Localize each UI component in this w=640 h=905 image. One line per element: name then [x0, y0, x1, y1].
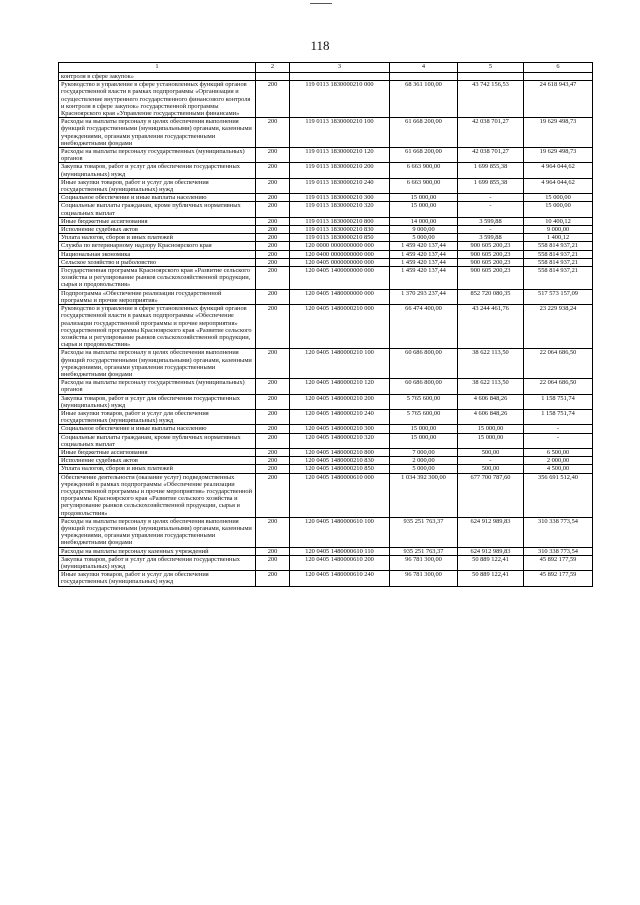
row-code: 200 — [256, 194, 290, 202]
row-description: Расходы на выплаты персоналу в целях обеспечения выполнения функций государственными (муниципальными) органами, казенными учреждениями, органами управления государственными внебюджетными фондами — [59, 517, 256, 547]
row-budget-classification: 120 0405 0000000000 000 — [290, 258, 390, 266]
table-row — [59, 250, 593, 258]
row-description: Исполнение судебных актов — [59, 226, 256, 234]
row-approved-amount: 14 000,00 — [390, 217, 458, 225]
row-description: Закупка товаров, работ и услуг для обеспечения государственных (муниципальных) нужд — [59, 555, 256, 570]
row-unexecuted-amount: 558 814 937,21 — [524, 258, 593, 266]
row-code: 200 — [256, 258, 290, 266]
row-description: Государственная программа Красноярского края «Развитие сельского хозяйства и регулирование рынков сельскохозяйственной продукции, сырья и продовольствия» — [59, 267, 256, 290]
row-budget-classification: 120 0405 1480000210 300 — [290, 425, 390, 433]
table-row — [59, 433, 593, 448]
table-row — [59, 547, 593, 555]
table-row — [59, 73, 593, 81]
row-budget-classification: 120 0400 0000000000 000 — [290, 250, 390, 258]
row-approved-amount: 96 781 300,00 — [390, 571, 458, 586]
row-code: 200 — [256, 81, 290, 118]
row-executed-amount: 42 038 701,27 — [458, 118, 524, 148]
row-code: 200 — [256, 379, 290, 394]
row-executed-amount: 3 599,88 — [458, 217, 524, 225]
table-row — [59, 226, 593, 234]
row-code: 200 — [256, 473, 290, 517]
row-executed-amount: 1 699 855,38 — [458, 163, 524, 178]
row-code: 200 — [256, 289, 290, 304]
row-approved-amount: 61 668 200,00 — [390, 118, 458, 148]
row-budget-classification — [290, 73, 390, 81]
row-approved-amount: 9 000,00 — [390, 226, 458, 234]
row-description: Подпрограмма «Обеспечение реализации государственной программы и прочие мероприятия» — [59, 289, 256, 304]
row-code: 200 — [256, 178, 290, 193]
row-description: Расходы на выплаты персоналу государственных (муниципальных) органов — [59, 379, 256, 394]
row-budget-classification: 120 0405 1480000210 800 — [290, 448, 390, 456]
row-unexecuted-amount: - — [524, 425, 593, 433]
row-budget-classification: 120 0405 1480000610 110 — [290, 547, 390, 555]
row-approved-amount: 5 000,00 — [390, 465, 458, 473]
table-row — [59, 517, 593, 547]
row-code: 200 — [256, 571, 290, 586]
table-row — [59, 118, 593, 148]
table-row — [59, 267, 593, 290]
row-approved-amount: 1 459 420 137,44 — [390, 258, 458, 266]
budget-execution-table — [58, 62, 593, 587]
row-unexecuted-amount: 356 691 512,40 — [524, 473, 593, 517]
row-executed-amount: 900 605 200,23 — [458, 258, 524, 266]
row-budget-classification: 119 0113 1830000210 300 — [290, 194, 390, 202]
row-unexecuted-amount: 45 892 177,59 — [524, 555, 593, 570]
column-header: 4 — [390, 63, 458, 73]
row-unexecuted-amount: 4 964 044,62 — [524, 178, 593, 193]
table-row — [59, 242, 593, 250]
column-header: 5 — [458, 63, 524, 73]
column-header: 1 — [59, 63, 256, 73]
table-row — [59, 448, 593, 456]
table-row — [59, 465, 593, 473]
table-row — [59, 409, 593, 424]
row-executed-amount: 500,00 — [458, 448, 524, 456]
table-row — [59, 81, 593, 118]
row-unexecuted-amount — [524, 73, 593, 81]
row-code: 200 — [256, 267, 290, 290]
row-budget-classification: 120 0000 0000000000 000 — [290, 242, 390, 250]
row-unexecuted-amount: 22 064 686,50 — [524, 349, 593, 379]
row-approved-amount: 96 781 300,00 — [390, 555, 458, 570]
row-approved-amount: 5 000,00 — [390, 234, 458, 242]
row-budget-classification: 119 0113 1830000210 000 — [290, 81, 390, 118]
row-executed-amount: 677 700 787,60 — [458, 473, 524, 517]
table-row — [59, 289, 593, 304]
row-description: Обеспечение деятельности (оказание услуг) подведомственных учреждений в рамках подпрограммы «Обеспечение реализации государственной программы и прочие мероприятия» государственной программы Красноярского края «Развитие сельского хозяйства и регулирование рынков сельскохозяйственной продукции, сырья и продовольствия» — [59, 473, 256, 517]
row-budget-classification: 120 0405 1480000610 100 — [290, 517, 390, 547]
row-approved-amount: 15 000,00 — [390, 433, 458, 448]
row-code: 200 — [256, 465, 290, 473]
row-approved-amount: 15 000,00 — [390, 194, 458, 202]
table-row — [59, 349, 593, 379]
row-executed-amount: 50 889 122,41 — [458, 571, 524, 586]
row-description: Расходы на выплаты персоналу в целях обеспечения выполнения функций государственными (муниципальными) органами, казенными учреждениями, органами управления государственными внебюджетными фондами — [59, 118, 256, 148]
row-code: 200 — [256, 394, 290, 409]
row-executed-amount: 38 622 113,50 — [458, 349, 524, 379]
row-approved-amount — [390, 73, 458, 81]
row-approved-amount: 935 251 763,37 — [390, 547, 458, 555]
row-executed-amount — [458, 73, 524, 81]
row-executed-amount: - — [458, 457, 524, 465]
row-code: 200 — [256, 226, 290, 234]
row-code: 200 — [256, 457, 290, 465]
row-approved-amount: 60 686 800,00 — [390, 379, 458, 394]
row-budget-classification: 120 0405 1480000210 850 — [290, 465, 390, 473]
row-unexecuted-amount: 558 814 937,21 — [524, 250, 593, 258]
row-budget-classification: 120 0405 1480000210 120 — [290, 379, 390, 394]
row-budget-classification: 120 0405 1480000210 000 — [290, 305, 390, 349]
row-code: 200 — [256, 555, 290, 570]
table-row — [59, 217, 593, 225]
row-description: Исполнение судебных актов — [59, 457, 256, 465]
row-approved-amount: 68 361 100,00 — [390, 81, 458, 118]
row-executed-amount: 624 912 989,83 — [458, 547, 524, 555]
row-code: 200 — [256, 349, 290, 379]
row-executed-amount: - — [458, 194, 524, 202]
row-unexecuted-amount: - — [524, 433, 593, 448]
row-unexecuted-amount: 4 500,00 — [524, 465, 593, 473]
row-code: 200 — [256, 448, 290, 456]
row-code: 200 — [256, 118, 290, 148]
row-unexecuted-amount: 24 618 943,47 — [524, 81, 593, 118]
row-code: 200 — [256, 547, 290, 555]
row-description: Расходы на выплаты персоналу государственных (муниципальных) органов — [59, 148, 256, 163]
row-unexecuted-amount: 1 400,12 — [524, 234, 593, 242]
row-description: Сельское хозяйство и рыболовство — [59, 258, 256, 266]
row-code: 200 — [256, 250, 290, 258]
budget-table-container — [58, 62, 592, 587]
table-row — [59, 202, 593, 217]
row-code: 200 — [256, 202, 290, 217]
row-approved-amount: 5 765 600,00 — [390, 409, 458, 424]
row-executed-amount: 852 720 080,35 — [458, 289, 524, 304]
table-row — [59, 148, 593, 163]
row-code: 200 — [256, 242, 290, 250]
row-executed-amount: 624 912 989,83 — [458, 517, 524, 547]
table-row — [59, 178, 593, 193]
row-code: 200 — [256, 305, 290, 349]
row-budget-classification: 119 0113 1830000210 320 — [290, 202, 390, 217]
row-description: Закупка товаров, работ и услуг для обеспечения государственных (муниципальных) нужд — [59, 394, 256, 409]
table-body — [59, 73, 593, 587]
row-unexecuted-amount: 9 000,00 — [524, 226, 593, 234]
row-executed-amount: - — [458, 226, 524, 234]
table-row — [59, 473, 593, 517]
row-unexecuted-amount: 517 573 157,09 — [524, 289, 593, 304]
row-budget-classification: 120 0405 1480000210 240 — [290, 409, 390, 424]
row-approved-amount: 15 000,00 — [390, 425, 458, 433]
row-unexecuted-amount: 15 000,00 — [524, 202, 593, 217]
row-executed-amount: 4 606 848,26 — [458, 394, 524, 409]
row-executed-amount: 43 742 156,53 — [458, 81, 524, 118]
row-unexecuted-amount: 22 064 686,50 — [524, 379, 593, 394]
row-budget-classification: 120 0405 1480000210 200 — [290, 394, 390, 409]
row-unexecuted-amount: 15 000,00 — [524, 194, 593, 202]
row-budget-classification: 119 0113 1830000210 120 — [290, 148, 390, 163]
row-approved-amount: 6 663 900,00 — [390, 163, 458, 178]
row-approved-amount: 1 034 392 300,00 — [390, 473, 458, 517]
row-description: Расходы на выплаты персоналу в целях обеспечения выполнения функций государственными (муниципальными) органами, казенными учреждениями, органами управления государственными внебюджетными фондами — [59, 349, 256, 379]
row-approved-amount: 60 686 800,00 — [390, 349, 458, 379]
row-executed-amount: - — [458, 202, 524, 217]
row-executed-amount: 900 605 200,23 — [458, 242, 524, 250]
row-unexecuted-amount: 10 400,12 — [524, 217, 593, 225]
table-row — [59, 571, 593, 586]
row-code: 200 — [256, 433, 290, 448]
column-header: 6 — [524, 63, 593, 73]
row-description: Национальная экономика — [59, 250, 256, 258]
row-unexecuted-amount: 19 629 498,73 — [524, 148, 593, 163]
row-unexecuted-amount: 1 158 751,74 — [524, 409, 593, 424]
row-executed-amount: 42 038 701,27 — [458, 148, 524, 163]
row-unexecuted-amount: 45 892 177,59 — [524, 571, 593, 586]
row-budget-classification: 120 0405 1480000210 100 — [290, 349, 390, 379]
row-code: 200 — [256, 163, 290, 178]
row-unexecuted-amount: 310 338 773,54 — [524, 517, 593, 547]
row-budget-classification: 119 0113 1830000210 200 — [290, 163, 390, 178]
row-description: Социальные выплаты гражданам, кроме публичных нормативных социальных выплат — [59, 433, 256, 448]
row-approved-amount: 66 474 400,00 — [390, 305, 458, 349]
row-budget-classification: 120 0405 1480000210 320 — [290, 433, 390, 448]
row-description: Иные бюджетные ассигнования — [59, 217, 256, 225]
table-row — [59, 163, 593, 178]
row-description: Руководство и управление в сфере установленных функций органов государственной власти в рамках подпрограммы «Организация и осуществление внутреннего государственного финансового контроля и контроля в сфере закупок» государственной программы Красноярского края «Управление государственными финансами» — [59, 81, 256, 118]
row-unexecuted-amount: 23 229 938,24 — [524, 305, 593, 349]
row-code: 200 — [256, 234, 290, 242]
row-approved-amount: 1 370 293 237,44 — [390, 289, 458, 304]
column-header: 3 — [290, 63, 390, 73]
row-unexecuted-amount: 19 629 498,73 — [524, 118, 593, 148]
row-executed-amount: 500,00 — [458, 465, 524, 473]
table-header-row — [59, 63, 593, 73]
row-executed-amount: 38 622 113,50 — [458, 379, 524, 394]
page-number: 118 — [310, 38, 330, 53]
row-description: Служба по ветеринарному надзору Красноярского края — [59, 242, 256, 250]
row-budget-classification: 119 0113 1830000210 830 — [290, 226, 390, 234]
row-description: Иные закупки товаров, работ и услуг для обеспечения государственных (муниципальных) нужд — [59, 409, 256, 424]
row-code: 200 — [256, 517, 290, 547]
row-executed-amount: 900 605 200,23 — [458, 250, 524, 258]
row-description: Руководство и управление в сфере установленных функций органов государственной власти в рамках подпрограммы «Обеспечение реализации государственной программы и прочие мероприятия» государственной программы Красноярского края «Развитие сельского хозяйства и регулирование рынков сельскохозяйственной продукции, сырья и продовольствия» — [59, 305, 256, 349]
row-unexecuted-amount: 310 338 773,54 — [524, 547, 593, 555]
row-description: Иные закупки товаров, работ и услуг для обеспечения государственных (муниципальных) нужд — [59, 178, 256, 193]
table-row — [59, 555, 593, 570]
row-approved-amount: 2 000,00 — [390, 457, 458, 465]
table-row — [59, 425, 593, 433]
row-approved-amount: 6 663 900,00 — [390, 178, 458, 193]
row-code: 200 — [256, 217, 290, 225]
table-row — [59, 457, 593, 465]
row-unexecuted-amount: 1 158 751,74 — [524, 394, 593, 409]
row-unexecuted-amount: 2 000,00 — [524, 457, 593, 465]
table-row — [59, 305, 593, 349]
row-description: Иные бюджетные ассигнования — [59, 448, 256, 456]
row-budget-classification: 119 0113 1830000210 240 — [290, 178, 390, 193]
row-description: Уплата налогов, сборов и иных платежей — [59, 465, 256, 473]
row-description: Уплата налогов, сборов и иных платежей — [59, 234, 256, 242]
row-description: Расходы на выплаты персоналу казенных учреждений — [59, 547, 256, 555]
table-row — [59, 379, 593, 394]
row-code: 200 — [256, 409, 290, 424]
row-executed-amount: 3 599,88 — [458, 234, 524, 242]
row-budget-classification: 119 0113 1830000210 800 — [290, 217, 390, 225]
row-executed-amount: 15 000,00 — [458, 425, 524, 433]
row-approved-amount: 15 000,00 — [390, 202, 458, 217]
row-unexecuted-amount: 4 964 044,62 — [524, 163, 593, 178]
top-scan-mark — [310, 3, 332, 4]
row-approved-amount: 5 765 600,00 — [390, 394, 458, 409]
row-approved-amount: 61 668 200,00 — [390, 148, 458, 163]
row-budget-classification: 120 0405 1480000610 200 — [290, 555, 390, 570]
row-budget-classification: 119 0113 1830000210 850 — [290, 234, 390, 242]
row-executed-amount: 50 889 122,41 — [458, 555, 524, 570]
row-unexecuted-amount: 6 500,00 — [524, 448, 593, 456]
row-budget-classification: 120 0405 1480000000 000 — [290, 289, 390, 304]
row-description: Социальное обеспечение и иные выплаты населению — [59, 425, 256, 433]
row-code: 200 — [256, 425, 290, 433]
row-executed-amount: 15 000,00 — [458, 433, 524, 448]
row-executed-amount: 43 244 461,76 — [458, 305, 524, 349]
row-description: Социальные выплаты гражданам, кроме публичных нормативных социальных выплат — [59, 202, 256, 217]
table-row — [59, 194, 593, 202]
row-budget-classification: 120 0405 1480000610 000 — [290, 473, 390, 517]
row-executed-amount: 1 699 855,38 — [458, 178, 524, 193]
table-row — [59, 234, 593, 242]
row-approved-amount: 1 459 420 137,44 — [390, 250, 458, 258]
column-header: 2 — [256, 63, 290, 73]
row-budget-classification: 120 0405 1480000210 830 — [290, 457, 390, 465]
row-description: Закупка товаров, работ и услуг для обеспечения государственных (муниципальных) нужд — [59, 163, 256, 178]
row-description: Социальное обеспечение и иные выплаты населению — [59, 194, 256, 202]
row-budget-classification: 120 0405 1400000000 000 — [290, 267, 390, 290]
table-row — [59, 394, 593, 409]
table-row — [59, 258, 593, 266]
row-budget-classification: 120 0405 1480000610 240 — [290, 571, 390, 586]
row-description: Иные закупки товаров, работ и услуг для обеспечения государственных (муниципальных) нужд — [59, 571, 256, 586]
row-approved-amount: 1 459 420 137,44 — [390, 242, 458, 250]
row-executed-amount: 900 605 200,23 — [458, 267, 524, 290]
row-executed-amount: 4 606 848,26 — [458, 409, 524, 424]
row-code: 200 — [256, 148, 290, 163]
row-code — [256, 73, 290, 81]
row-approved-amount: 1 459 420 137,44 — [390, 267, 458, 290]
row-description: контроля в сфере закупок» — [59, 73, 256, 81]
row-unexecuted-amount: 558 814 937,21 — [524, 242, 593, 250]
row-budget-classification: 119 0113 1830000210 100 — [290, 118, 390, 148]
row-approved-amount: 935 251 763,37 — [390, 517, 458, 547]
row-approved-amount: 7 000,00 — [390, 448, 458, 456]
row-unexecuted-amount: 558 814 937,21 — [524, 267, 593, 290]
